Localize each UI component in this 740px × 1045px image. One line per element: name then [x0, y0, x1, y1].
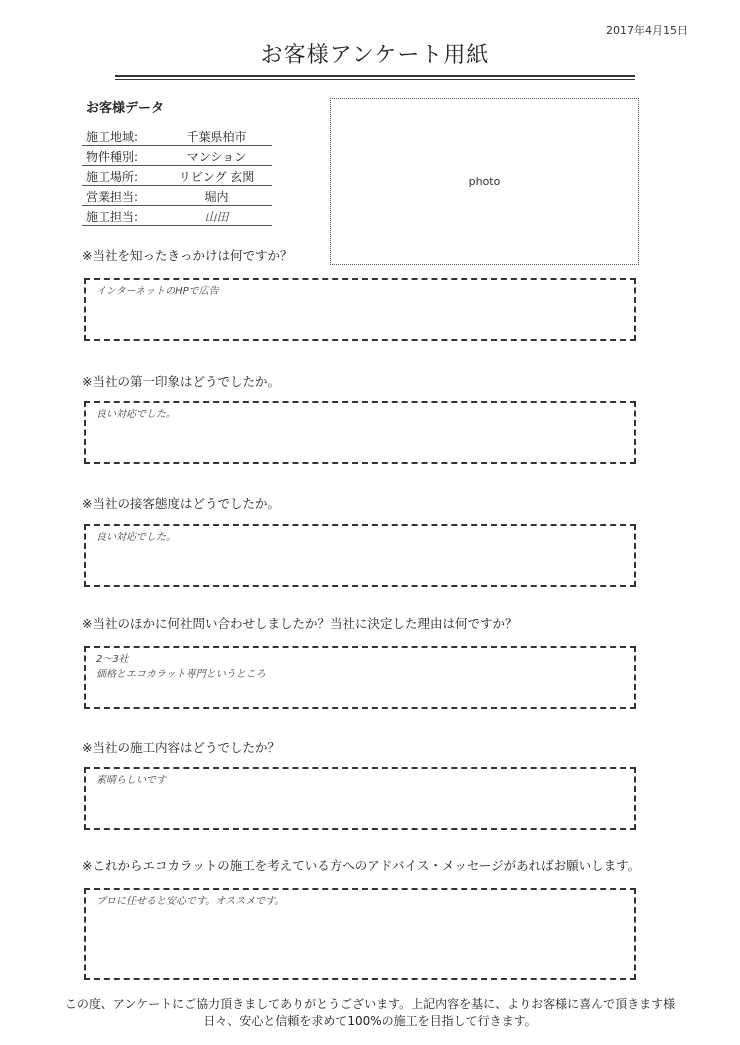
field-value-property-type: マンション	[186, 150, 247, 164]
answer-box-6	[84, 888, 636, 980]
question-6: ※これからエコカラットの施工を考えている方へのアドバイス・メッセージがあればお願いします。	[82, 858, 641, 873]
question-3: ※当社の接客態度はどうでしたか。	[82, 496, 280, 511]
field-row-sales-rep	[82, 186, 272, 206]
photo-placeholder	[330, 98, 639, 265]
photo-label: photo	[468, 175, 501, 188]
answer-2-line-1: 良い対応でした。	[96, 409, 176, 420]
answer-4-line-1: 2～3社	[96, 654, 129, 665]
answer-box-1	[84, 278, 636, 341]
title-rule	[115, 75, 635, 80]
answer-box-2	[84, 401, 636, 464]
answer-box-3	[84, 524, 636, 587]
field-row-area	[82, 126, 272, 146]
page-title: お客様アンケート用紙	[260, 43, 490, 68]
question-2: ※当社の第一印象はどうでしたか。	[82, 374, 280, 389]
answer-6-line-1: プロに任せると安心です。オススメです。	[96, 896, 285, 907]
field-label-installer: 施工担当:	[86, 210, 139, 224]
field-label-property-type: 物件種別:	[86, 150, 139, 164]
customer-data-title: お客様データ	[86, 101, 165, 116]
answer-4-line-2: 価格とエコカラット専門というところ	[96, 669, 266, 680]
question-5: ※当社の施工内容はどうでしたか？	[82, 740, 280, 755]
field-value-area: 千葉県柏市	[186, 130, 247, 144]
field-value-installer: 山田	[204, 210, 229, 224]
answer-3-line-1: 良い対応でした。	[96, 532, 176, 543]
customer-data-section	[82, 97, 272, 226]
answer-1-line-1: インターネットのHPで広告	[96, 286, 219, 297]
field-value-location: リビング 玄関	[178, 170, 255, 184]
field-label-location: 施工場所:	[86, 170, 139, 184]
footer-line-1: この度、アンケートにご協力頂きましてありがとうございます。上記内容を基に、よりお客様に喜んで頂きます様	[64, 997, 676, 1011]
answer-box-4	[84, 646, 636, 709]
footer-message	[30, 996, 710, 1030]
footer-line-2: 日々、安心と信頼を求めて100%の施工を目指して行きます。	[203, 1014, 537, 1028]
field-row-installer	[82, 206, 272, 226]
field-row-property-type	[82, 146, 272, 166]
survey-date: 2017年4月15日	[606, 24, 688, 37]
field-label-area: 施工地域:	[86, 130, 139, 144]
field-label-sales-rep: 営業担当:	[86, 190, 139, 204]
title-block	[115, 38, 635, 80]
field-value-sales-rep: 堀内	[204, 190, 229, 204]
field-row-location	[82, 166, 272, 186]
answer-box-5	[84, 767, 636, 830]
question-1: ※当社を知ったきっかけは何ですか？	[82, 248, 293, 263]
question-4: ※当社のほかに何社問い合わせしましたか？当社に決定した理由は何ですか？	[82, 616, 518, 631]
answer-5-line-1: 素晴らしいです	[96, 775, 166, 786]
